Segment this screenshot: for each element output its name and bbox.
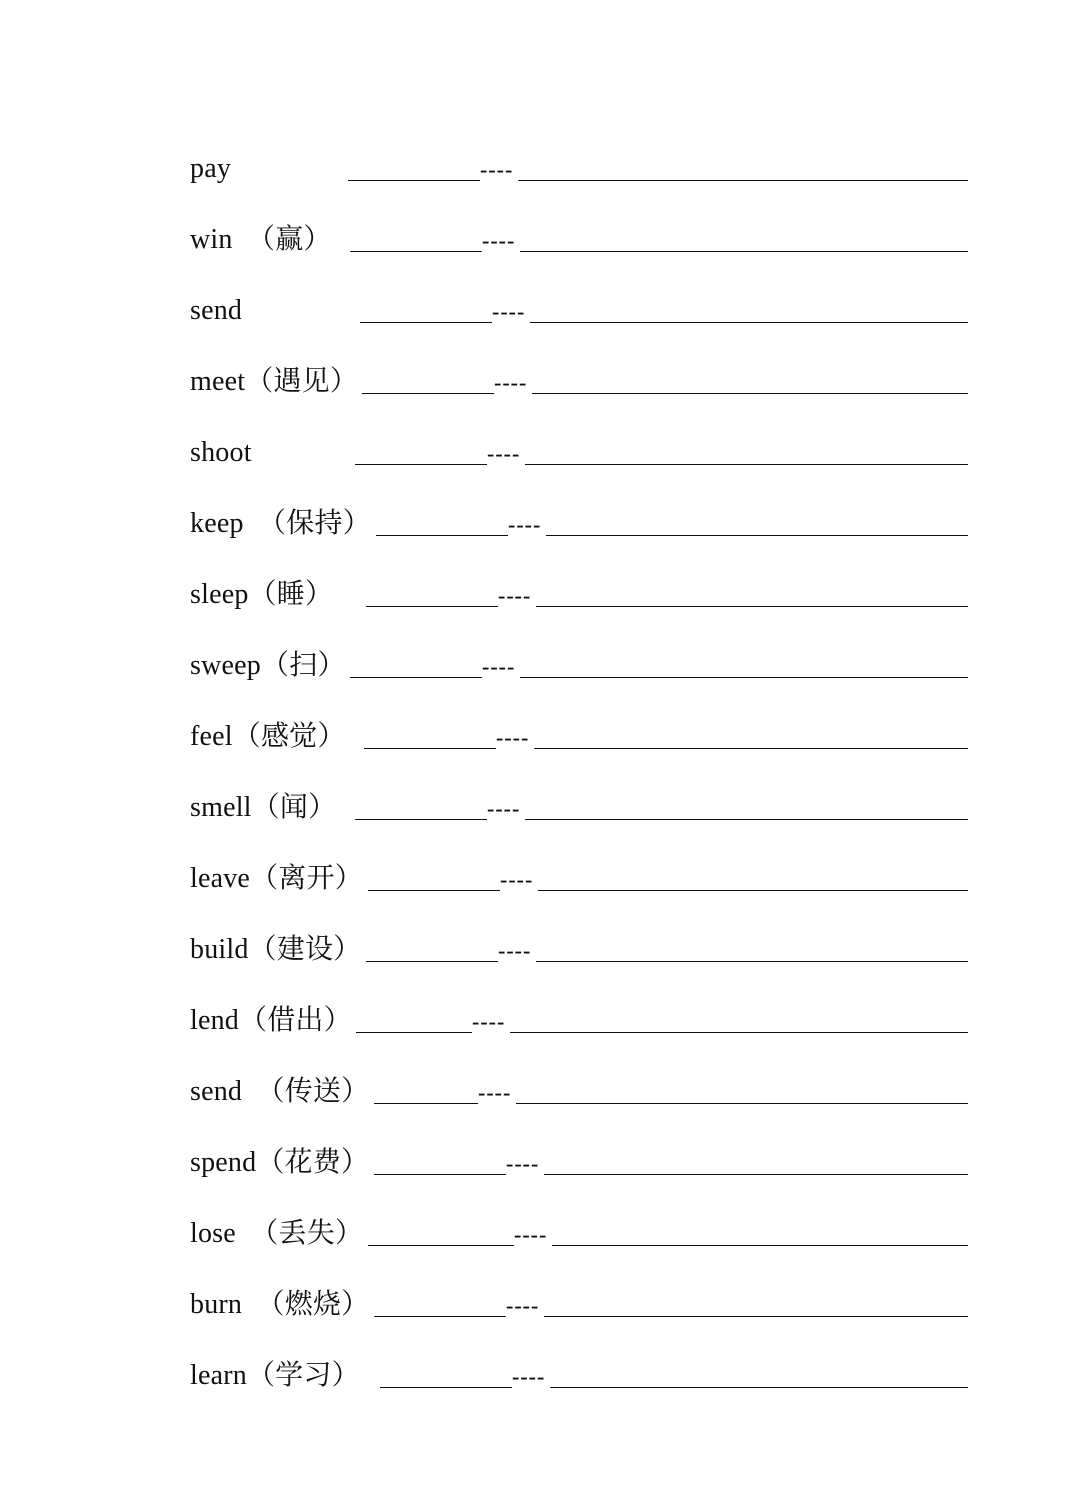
past-tense-blank[interactable] (374, 1103, 478, 1104)
separator-dashes: ---- (498, 583, 532, 608)
separator-dashes: ---- (506, 1293, 540, 1318)
worksheet-row (190, 1149, 970, 1197)
past-tense-blank[interactable] (350, 251, 482, 252)
past-participle-blank[interactable] (530, 322, 968, 323)
past-participle-blank[interactable] (534, 748, 968, 749)
word-label: shoot (190, 437, 252, 468)
past-tense-blank[interactable] (360, 322, 492, 323)
past-participle-blank[interactable] (536, 961, 968, 962)
separator-dashes: ---- (494, 370, 528, 395)
past-tense-blank[interactable] (368, 1245, 514, 1246)
worksheet-row (190, 510, 970, 558)
past-tense-blank[interactable] (355, 464, 487, 465)
past-participle-blank[interactable] (544, 1316, 968, 1317)
past-participle-blank[interactable] (525, 464, 968, 465)
worksheet-row (190, 226, 970, 274)
past-participle-blank[interactable] (520, 251, 968, 252)
worksheet-row (190, 936, 970, 984)
word-label: burn （燃烧） (190, 1289, 370, 1320)
word-label: sweep（扫） (190, 650, 346, 681)
word-label: lose （丢失） (190, 1218, 364, 1249)
past-participle-blank[interactable] (538, 890, 968, 891)
worksheet-row (190, 581, 970, 629)
past-participle-blank[interactable] (525, 819, 968, 820)
worksheet-row (190, 794, 970, 842)
past-tense-blank[interactable] (374, 1174, 506, 1175)
word-label: send （传送） (190, 1076, 370, 1107)
word-label: pay (190, 153, 232, 184)
past-participle-blank[interactable] (532, 393, 968, 394)
past-participle-blank[interactable] (550, 1387, 968, 1388)
separator-dashes: ---- (500, 867, 534, 892)
past-participle-blank[interactable] (516, 1103, 968, 1104)
word-label: learn（学习） (190, 1360, 360, 1391)
worksheet-row (190, 439, 970, 487)
past-tense-blank[interactable] (366, 961, 498, 962)
past-participle-blank[interactable] (546, 535, 968, 536)
past-tense-blank[interactable] (368, 890, 500, 891)
past-participle-blank[interactable] (536, 606, 968, 607)
worksheet-row (190, 1362, 970, 1410)
word-label: send (190, 295, 243, 326)
separator-dashes: ---- (514, 1222, 548, 1247)
past-participle-blank[interactable] (544, 1174, 968, 1175)
separator-dashes: ---- (512, 1364, 546, 1389)
past-participle-blank[interactable] (510, 1032, 968, 1033)
separator-dashes: ---- (482, 228, 516, 253)
separator-dashes: ---- (508, 512, 542, 537)
past-tense-blank[interactable] (356, 1032, 472, 1033)
word-label: keep （保持） (190, 508, 371, 539)
past-participle-blank[interactable] (520, 677, 968, 678)
worksheet-row (190, 1291, 970, 1339)
worksheet-row (190, 297, 970, 345)
word-label: feel（感觉） (190, 721, 346, 752)
word-label: leave（离开） (190, 863, 363, 894)
past-tense-blank[interactable] (350, 677, 482, 678)
past-tense-blank[interactable] (366, 606, 498, 607)
word-label: spend（花费） (190, 1147, 370, 1178)
word-label: build（建设） (190, 934, 362, 965)
word-label: meet（遇见） (190, 366, 359, 397)
past-tense-blank[interactable] (364, 748, 496, 749)
word-label: smell（闻） (190, 792, 337, 823)
worksheet-row (190, 865, 970, 913)
past-tense-blank[interactable] (348, 180, 480, 181)
past-tense-blank[interactable] (362, 393, 494, 394)
past-tense-blank[interactable] (355, 819, 487, 820)
worksheet-row (190, 1220, 970, 1268)
word-label: win （赢） (190, 224, 332, 255)
worksheet-row (190, 652, 970, 700)
separator-dashes: ---- (487, 441, 521, 466)
separator-dashes: ---- (478, 1080, 512, 1105)
separator-dashes: ---- (492, 299, 526, 324)
word-label: sleep（睡） (190, 579, 334, 610)
past-participle-blank[interactable] (552, 1245, 968, 1246)
separator-dashes: ---- (487, 796, 521, 821)
worksheet-row (190, 368, 970, 416)
word-label: lend（借出） (190, 1005, 352, 1036)
separator-dashes: ---- (482, 654, 516, 679)
worksheet-row (190, 1007, 970, 1055)
worksheet-row (190, 1078, 970, 1126)
past-tense-blank[interactable] (376, 535, 508, 536)
separator-dashes: ---- (506, 1151, 540, 1176)
separator-dashes: ---- (480, 157, 514, 182)
worksheet-row (190, 723, 970, 771)
separator-dashes: ---- (498, 938, 532, 963)
past-participle-blank[interactable] (518, 180, 968, 181)
worksheet-row (190, 155, 970, 203)
past-tense-blank[interactable] (374, 1316, 506, 1317)
separator-dashes: ---- (496, 725, 530, 750)
separator-dashes: ---- (472, 1009, 506, 1034)
past-tense-blank[interactable] (380, 1387, 512, 1388)
